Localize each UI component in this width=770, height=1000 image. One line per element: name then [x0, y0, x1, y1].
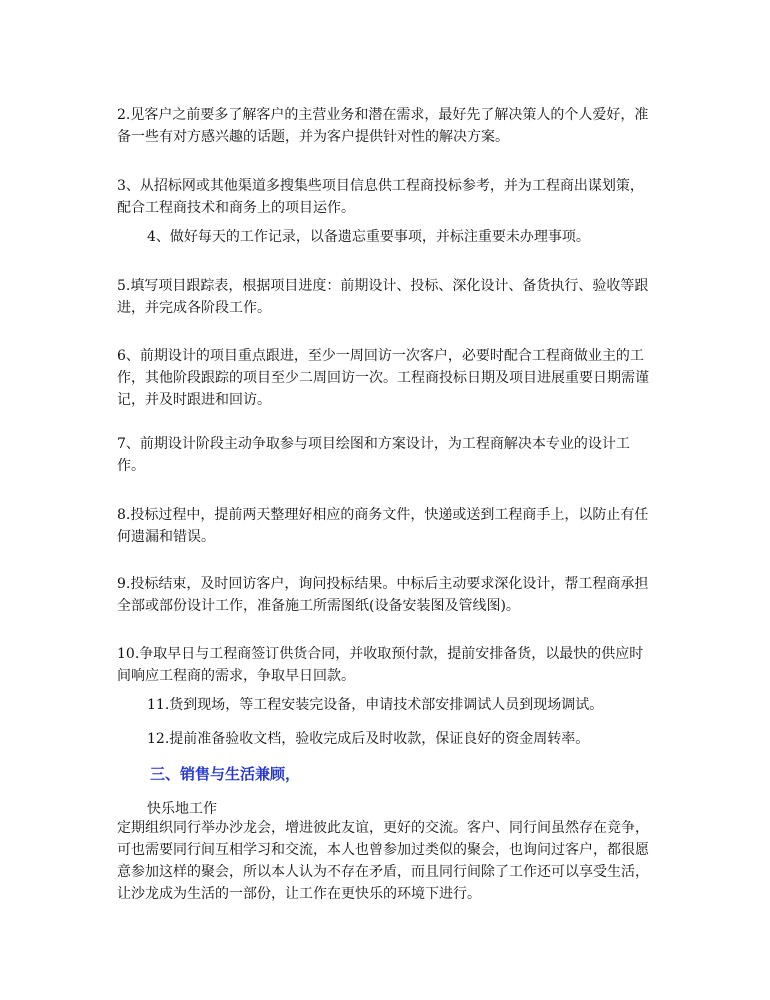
paragraph-8: 8.投标过程中，提前两天整理好相应的商务文件，快递或送到工程商手上，以防止有任何遗漏和错误。 — [117, 507, 649, 545]
paragraph-4: 4、做好每天的工作记录，以备遗忘重要事项，并标注重要未办理事项。 — [147, 229, 590, 245]
paragraph-5: 5.填写项目跟踪表，根据项目进度：前期设计、投标、深化设计、备货执行、验收等跟进，并完成各阶段工作。 — [117, 278, 649, 316]
paragraph-9: 9.投标结束，及时回访客户，询问投标结果。中标后主动要求深化设计，帮工程商承担全部或部份设计工作，准备施工所需图纸(设备安装图及管线图)。 — [117, 576, 649, 614]
paragraph-7: 7、前期设计阶段主动争取参与项目绘图和方案设计，为工程商解决本专业的设计工作。 — [117, 436, 630, 474]
paragraph-12: 12.提前准备验收文档，验收完成后及时收款，保证良好的资金周转率。 — [147, 731, 590, 747]
paragraph-10: 10.争取早日与工程商签订供货合同，并收取预付款，提前安排备货，以最快的供应时间响应工程商的需求，争取早日回款。 — [117, 646, 644, 684]
paragraph-3: 3、从招标网或其他渠道多搜集些项目信息供工程商投标参考，并为工程商出谋划策，配合工程商技术和商务上的项目运作。 — [117, 178, 644, 216]
paragraph-11: 11.货到现场，等工程安装完设备，申请技术部安排调试人员到现场调试。 — [147, 697, 604, 713]
paragraph-6: 6、前期设计的项目重点跟进，至少一周回访一次客户，必要时配合工程商做业主的工作，其他阶段跟踪的项目至少二周回访一次。工程商投标日期及项目进展重要日期需谨记，并及时跟进和回访。 — [117, 348, 649, 408]
paragraph-2: 2.见客户之前要多了解客户的主营业务和潜在需求，最好先了解决策人的个人爱好，准备一些有对方感兴趣的话题，并为客户提供针对性的解决方案。 — [117, 107, 649, 145]
closing-paragraph: 定期组织同行举办沙龙会，增进彼此友谊，更好的交流。客户、同行间虽然存在竞争，可也需要同行间互相学习和交流，本人也曾参加过类似的聚会，也询问过客户，都很愿意参加这样的聚会，所以本人认为不存在矛盾，而且同行间除了工作还可以享受生活，让沙龙成为生活的一部份，让工作在更快乐的环境下进行。 — [117, 820, 649, 902]
section-heading: 三、销售与生活兼顾， — [150, 765, 301, 783]
sub-heading: 快乐地工作 — [147, 801, 217, 817]
